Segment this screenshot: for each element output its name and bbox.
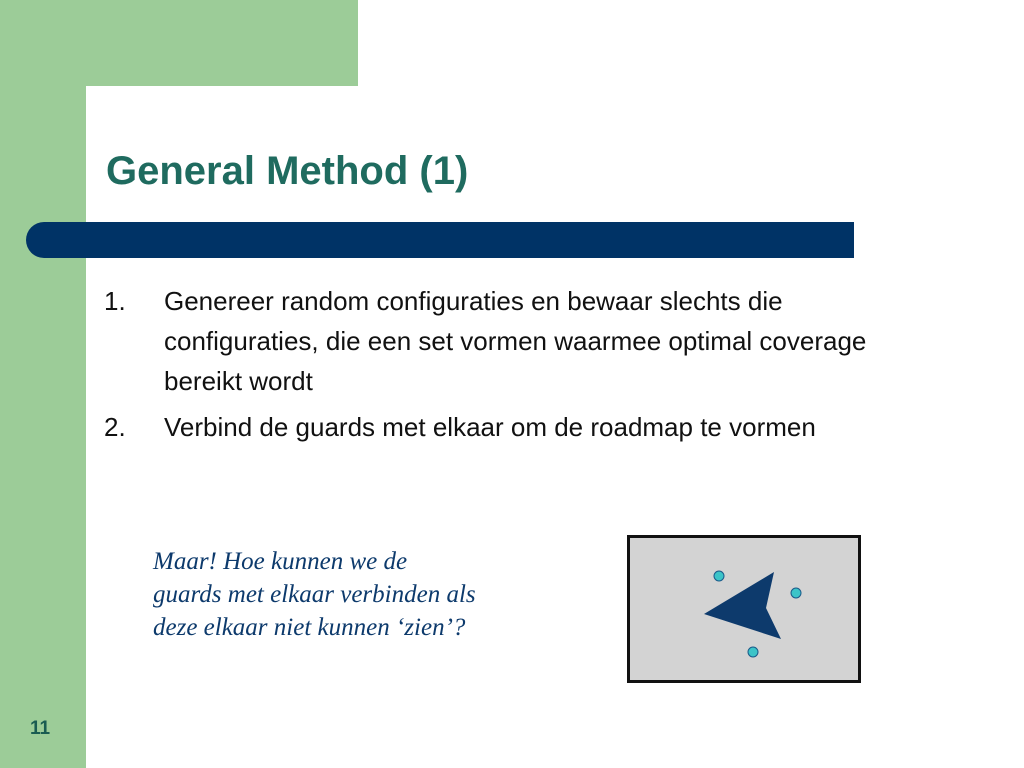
slide-title: General Method (1) [106,149,469,193]
guard-dot-icon [714,571,724,581]
list-item-text: Genereer random configuraties en bewaar slechts die configuraties, die een set vormen waarmee optimal coverage bereikt wordt [164,286,867,396]
guards-figure [627,535,861,683]
list-item-marker: 1. [104,286,126,316]
green-accent-top [0,0,358,86]
note-line: guards met elkaar verbinden als [153,581,476,608]
note-text [153,545,613,644]
list-item-text: Verbind de guards met elkaar om de roadmap te vormen [164,412,816,442]
list-item-marker: 2. [104,412,126,442]
list-item [104,281,934,401]
note-line: Maar! Hoe kunnen we de [153,548,408,575]
slide-number: 11 [30,718,51,739]
bullet-list [104,281,934,453]
title-divider-bar [26,222,854,258]
list-item [104,407,934,447]
guard-dot-icon [791,588,801,598]
guard-dot-icon [748,647,758,657]
note-line: deze elkaar niet kunnen ‘zien’? [153,614,466,641]
green-accent-left [0,0,86,768]
